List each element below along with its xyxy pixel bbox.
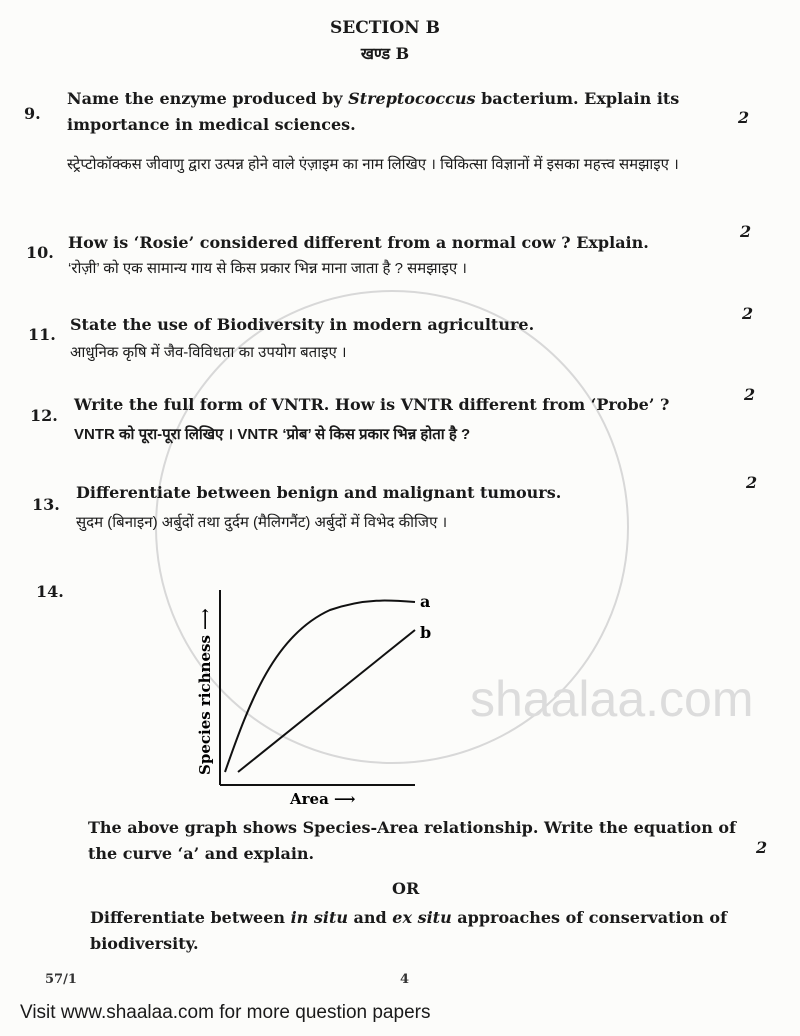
question-text: The above graph shows Species-Area relationship. Write the equation of the curve ‘a’ and explain. <box>88 818 736 863</box>
marks: 2 <box>742 304 754 323</box>
text-italic: Streptococcus <box>348 89 476 108</box>
curve-a-label: a <box>420 592 431 611</box>
question-number: 14. <box>36 582 64 601</box>
marks: 2 <box>738 108 750 127</box>
text-italic: ex situ <box>392 908 452 927</box>
question-text: How is ‘Rosie’ considered different from a normal cow ? Explain. <box>68 233 649 252</box>
question-number: 12. <box>30 406 58 425</box>
footer-link[interactable]: Visit www.shaalaa.com for more question papers <box>20 1002 431 1023</box>
text: and <box>347 908 393 927</box>
question-number: 13. <box>32 495 60 514</box>
text: Name the enzyme produced by <box>67 89 349 108</box>
question-text: Differentiate between benign and malignant tumours. <box>76 483 562 502</box>
or-label: OR <box>392 879 420 898</box>
page-number: 4 <box>400 972 410 987</box>
curve-a <box>225 600 415 772</box>
question-number: 11. <box>28 325 56 344</box>
species-area-graph <box>180 580 460 810</box>
text: Differentiate between <box>90 908 291 927</box>
question-number: 10. <box>26 243 54 262</box>
question-text-alt <box>90 905 740 957</box>
question-text-hindi: सुदम (बिनाइन) अर्बुदों तथा दुर्दम (मैलिगनैंट) अर्बुदों में विभेद कीजिए । <box>76 514 448 531</box>
text-italic: in situ <box>290 908 348 927</box>
x-axis-label: Area ⟶ <box>290 790 356 808</box>
question-text-hindi: VNTR को पूरा-पूरा लिखिए । VNTR ‘प्रोब’ से किस प्रकार भिन्न होता है ? <box>74 426 471 443</box>
section-title: SECTION B <box>329 18 440 38</box>
question-text <box>67 86 717 138</box>
paper-code: 57/1 <box>45 972 77 987</box>
question-text-hindi: ‘रोज़ी’ को एक सामान्य गाय से किस प्रकार भिन्न माना जाता है ? समझाइए । <box>68 260 467 277</box>
watermark-text: shaalaa.com <box>470 671 754 727</box>
question-text: State the use of Biodiversity in modern agriculture. <box>70 315 535 334</box>
section-title-hindi: खण्ड B <box>360 44 410 63</box>
question-text-hindi: आधुनिक कृषि में जैव-विविधता का उपयोग बताइए । <box>70 344 347 361</box>
marks: 2 <box>756 838 768 857</box>
line-b <box>238 630 415 772</box>
marks: 2 <box>746 473 758 492</box>
question-text-hindi: स्ट्रेप्टोकॉक्कस जीवाणु द्वारा उत्पन्न होने वाले एंज़ाइम का नाम लिखिए । चिकित्सा विज्ञानों में इसका महत्त्व समझाइए । <box>67 156 679 173</box>
curve-b-label: b <box>420 623 432 642</box>
question-text: Write the full form of VNTR. How is VNTR different from ‘Probe’ ? <box>74 395 670 414</box>
question-number: 9. <box>24 104 41 123</box>
y-axis-label: Species richness ⟶ <box>196 608 214 775</box>
text: bacterium. Explain its importance in medical sciences. <box>67 89 680 134</box>
marks: 2 <box>744 385 756 404</box>
text: approaches of conservation of biodiversity. <box>90 908 727 953</box>
marks: 2 <box>740 222 752 241</box>
